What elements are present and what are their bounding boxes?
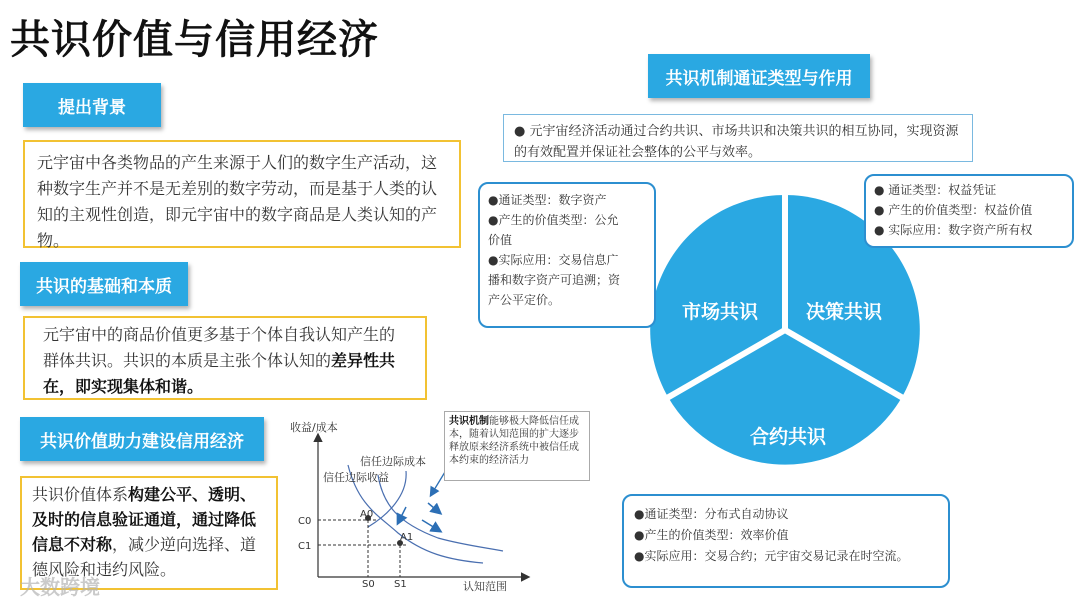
s0-label: S0 <box>362 579 375 590</box>
consensus-note <box>444 411 590 481</box>
c1-label: C1 <box>298 541 312 552</box>
contract-value-type: ●产生的价值类型：效率价值 <box>634 528 789 542</box>
point-a0-label: A0 <box>360 509 374 520</box>
watermark-text: 大数跨境 <box>20 575 100 599</box>
market-token-type: ●通证类型：数字资产 <box>488 193 607 207</box>
shift-arrow-1 <box>428 503 440 513</box>
c0-label: C0 <box>298 516 312 527</box>
revenue-curve-label: 信任边际收益 <box>323 471 389 484</box>
y-axis-label: 收益/成本 <box>290 421 338 434</box>
market-value-type-cont: 价值 <box>488 233 513 247</box>
pie-label-market: 市场共识 <box>682 301 759 323</box>
pie-label-contract: 合约共识 <box>750 426 827 448</box>
decision-value-type: ● 产生的价值类型：权益价值 <box>874 203 1033 217</box>
decision-info-box <box>864 174 1074 248</box>
mechanism-summary: ● 元宇宙经济活动通过合约共识、市场共识和决策共识的相互协同，实现资源的有效配置并保证社会整体的公平与效率。 <box>514 124 959 160</box>
pie-label-decision: 决策共识 <box>806 301 883 323</box>
background-text-box <box>23 140 461 248</box>
contract-application: ●实际应用：交易合约；元宇宙交易记录在时空流。 <box>634 549 909 563</box>
contract-info-box <box>622 494 950 588</box>
s1-label: S1 <box>394 579 407 590</box>
watermark-logo <box>20 571 100 600</box>
page-title: 共识价值与信用经济 <box>10 17 379 63</box>
credit-text-3: ，减少逆向选择、道德风险和违约风险。 <box>32 535 257 579</box>
revenue-curve <box>378 475 503 551</box>
basis-text-bold: 差异性共在，即实现集体和谐。 <box>43 351 396 396</box>
basis-text-box <box>23 316 427 400</box>
market-info-box <box>478 182 656 328</box>
background-text: 元宇宙中各类物品的产生来源于人们的数字生产活动，这种数字生产并不是无差别的数字劳动，而是基于人类的认知的主观性创造，即元宇宙中的数字商品是人类认知的产物。 <box>37 153 438 250</box>
market-application-cont-2: 产公平定价。 <box>488 293 561 307</box>
shift-arrow-2 <box>422 520 440 531</box>
mechanism-summary-box <box>503 114 973 162</box>
consensus-note-bold: 共识机制 <box>449 416 489 427</box>
point-a1-label: A1 <box>400 532 414 543</box>
credit-label: 共识价值助力建设信用经济 <box>20 417 264 461</box>
cost-curve-label: 信任边际成本 <box>360 455 426 468</box>
market-value-type: ●产生的价值类型：公允 <box>488 213 619 227</box>
background-label: 提出背景 <box>23 83 161 127</box>
mechanism-label: 共识机制通证类型与作用 <box>648 54 870 98</box>
decision-application: ● 实际应用：数字资产所有权 <box>874 223 1033 237</box>
basis-text: 元宇宙中的商品价值更多基于个体自我认知产生的群体共识。共识的本质是主张个体认知的 <box>43 325 396 370</box>
basis-label: 共识的基础和本质 <box>20 262 188 306</box>
decision-token-type: ● 通证类型：权益凭证 <box>874 183 997 197</box>
credit-text-bold: 构建公平、透明、及时的信息验证通道，通过降低信息不对称 <box>32 485 257 554</box>
market-application-cont-1: 播和数字资产可追溯；资 <box>488 273 621 287</box>
market-application: ●实际应用：交易信息广 <box>488 253 619 267</box>
consensus-note-text: 能够极大降低信任成本，随着认知范围的扩大逐步释放原来经济系统中被信任成本约束的经济活力 <box>449 416 579 466</box>
x-axis-label: 认知范围 <box>463 580 507 593</box>
credit-text-1: 共识价值体系 <box>32 485 129 504</box>
contract-token-type: ●通证类型：分布式自动协议 <box>634 507 789 521</box>
